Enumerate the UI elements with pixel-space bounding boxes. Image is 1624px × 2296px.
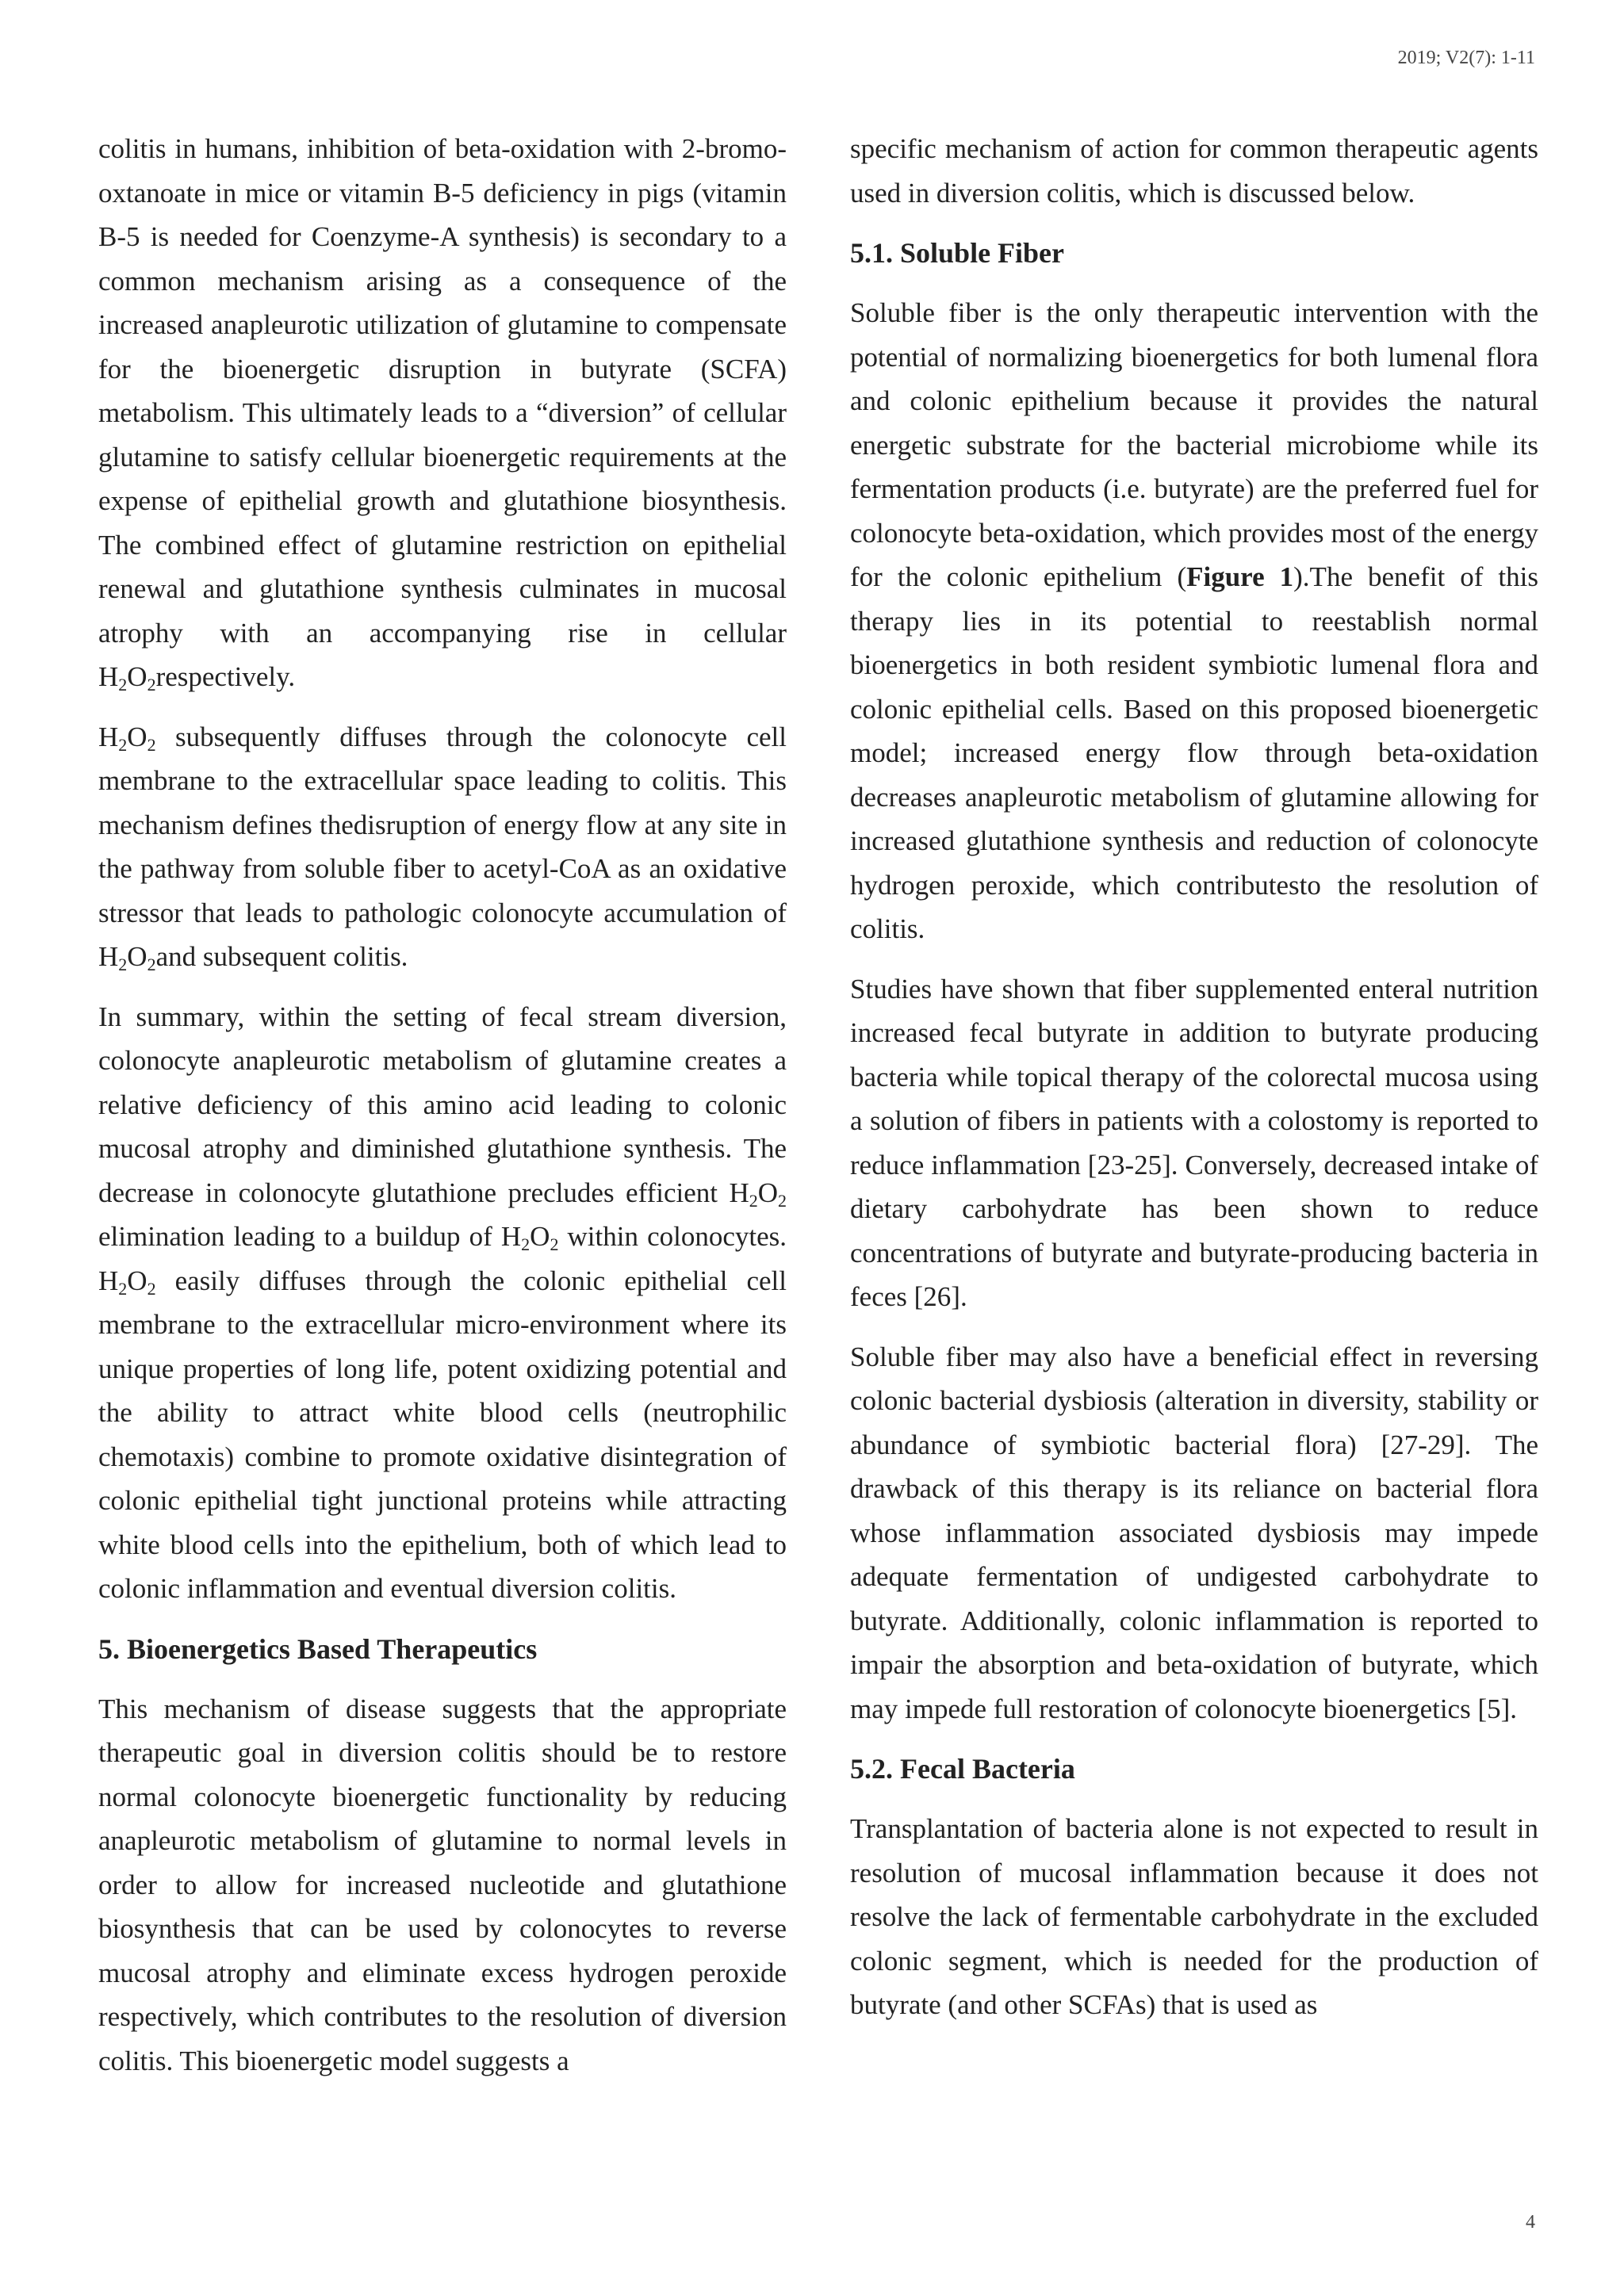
page-number: 4 [1526,2212,1535,2233]
h2o2-formula: $H_2O_2$ [98,661,156,695]
paragraph: Soluble fiber may also have a beneficial effect in reversing colonic bacterial dysbiosis (alteration in diversity, stability or abundance of symbiotic bacterial flora) [27-29]. The drawback of this therapy is its reliance on bacterial flora whose inflammation associated dysbiosis may impede adequate fermentation of undigested carbohydrate to butyrate. Additionally, colonic inflammation is reported to impair the absorption and beta-oxidation of butyrate, which may impede full restoration of colonocyte bioenergetics [5]. [850,1341,1538,1724]
paragraph: colitis in humans, inhibition of beta-oxidation with 2-bromo-oxtanoate in mice or vitamin B-5 deficiency in pigs (vitamin B-5 is needed for Coenzyme-A synthesis) is secondary to a common mechanism arising as a consequence of the increased anapleurotic utilization of glutamine to compensate for the bioenergetic disruption in butyrate (SCFA) metabolism. This ultimately leads to a “diversion” of cellular glutamine to satisfy cellular bioenergetic requirements at the expense of epithelial growth and glutathione biosynthesis. The combined effect of glutamine restriction on epithelial renewal and glutathione synthesis culminates in mucosal atrophy with an accompanying rise in cellular $H_2O_2respectively$. [98,133,787,695]
left-column [98,127,787,2099]
h2o2-formula: $H_2O_2$ [500,1221,559,1254]
subsection-heading: 5.2. Fecal Bacteria [850,1753,1075,1785]
paragraph: Studies have shown that fiber supplemented enteral nutrition increased fecal butyrate in addition to butyrate producing bacteria while topical therapy of the colorectal mucosa using a solution of fibers in patients with a colostomy is reported to reduce inflammation [23-25]. Conversely, decreased intake of dietary carbohydrate has been shown to reduce concentrations of butyrate and butyrate-producing bacteria in feces [26]. [850,973,1538,1312]
h2o2-formula: $H_2O_2$ [98,941,156,974]
subsection-heading: 5.1. Soluble Fiber [850,237,1065,269]
h2o2-formula: $H_2O_2$ [98,1265,156,1299]
paragraph: This mechanism of disease suggests that the appropriate therapeutic goal in diversion colitis should be to restore normal colonocyte bioenergetic functionality by reducing anapleurotic metabolism of glutamine to normal levels in order to allow for increased nucleotide and glutathione biosynthesis that can be used by colonocytes to reverse mucosal atrophy and eliminate excess hydrogen peroxide respectively, which contributes to the resolution of diversion colitis. This bioenergetic model suggests a [98,1693,787,2076]
paragraph: $H_2O_2$ subsequently diffuses through the colonocyte cell membrane to the extracellular space leading to colitis. This mechanism defines thedisruption of energy flow at any site in the pathway from soluble fiber to acetyl-CoA as an oxidative stressor that leads to pathologic colonocyte accumulation of $H_2O_2and$ subsequent colitis. [98,721,787,974]
paragraph: specific mechanism of action for common therapeutic agents used in diversion colitis, which is discussed below. [850,133,1538,209]
paragraph: Soluble fiber is the only therapeutic intervention with the potential of normalizing bioenergetics for both lumenal flora and colonic epithelium because it provides the natural energetic substrate for the bacterial microbiome while its fermentation products (i.e. butyrate) are the preferred fuel for colonocyte beta-oxidation, which provides most of the energy for the colonic epithelium (Figure 1).The benefit of this therapy lies in its potential to reestablish normal bioenergetics in both resident symbiotic lumenal flora and colonic epithelial cells. Based on this proposed bioenergetic model; increased energy flow through beta-oxidation decreases anapleurotic metabolism of glutamine allowing for increased glutathione synthesis and reduction of colonocyte hydrogen peroxide, which contributesto the resolution of colitis. [850,297,1538,944]
figure-reference[interactable]: Figure 1 [1186,561,1294,592]
section-heading: 5. Bioenergetics Based Therapeutics [98,1632,538,1665]
h2o2-formula: $H_2O_2$ [729,1177,787,1211]
paragraph: In summary, within the setting of fecal stream diversion, colonocyte anapleurotic metabolism of glutamine creates a relative deficiency of this amino acid leading to colonic mucosal atrophy and diminished glutathione synthesis. The decrease in colonocyte glutathione precludes efficient $H_2O_2$ elimination leading to a buildup of $H_2O_2$ within colonocytes. $H_2O_2$ easily diffuses through the colonic epithelial cell membrane to the extracellular micro-environment where its unique properties of long life, potent oxidizing potential and the ability to attract white blood cells (neutrophilic chemotaxis) combine to promote oxidative disintegration of colonic epithelial tight junctional proteins while attracting white blood cells into the epithelium, both of which lead to colonic inflammation and eventual diversion colitis. [98,1001,787,1604]
paragraph: Transplantation of bacteria alone is not expected to result in resolution of mucosal inflammation because it does not resolve the lack of fermentable carbohydrate in the excluded colonic segment, which is needed for the production of butyrate (and other SCFAs) that is used as [850,1813,1538,2020]
running-header: 2019; V2(7): 1-11 [1397,48,1535,68]
right-column [850,127,1538,2043]
h2o2-formula: $H_2O_2$ [98,721,156,755]
